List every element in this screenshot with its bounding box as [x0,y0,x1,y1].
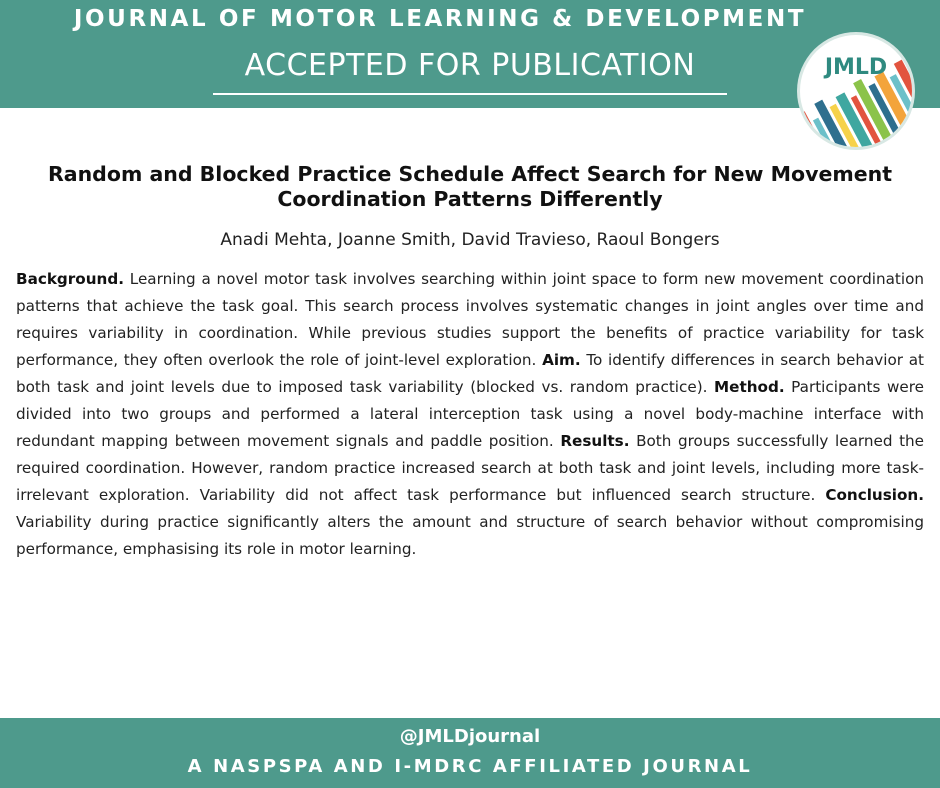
method-text: Participants were divided into two groups and performed a lateral interception task using a novel body-machine interface with redundant mapping between movement signals and paddle position. [16,378,924,450]
method-label: Method. [714,378,785,396]
aim-text: To identify differences in search behavior at both task and joint levels due to imposed task variability (blocked vs. random practice). [16,351,924,396]
article-title: Random and Blocked Practice Schedule Affect Search for New Movement Coordination Patterns Differently [47,162,893,211]
status-underline [213,93,727,95]
social-handle: @JMLDjournal [399,726,541,747]
conclusion-text: Variability during practice significantly alters the amount and structure of search behavior without compromising performance, emphasising its role in motor learning. [16,513,924,558]
article-authors: Anadi Mehta, Joanne Smith, David Travieso, Raoul Bongers [220,230,720,250]
logo-stripes-icon [800,35,912,147]
journal-name: JOURNAL OF MOTOR LEARNING & DEVELOPMENT [73,6,807,32]
footer-banner [0,718,940,788]
header-banner [0,0,940,108]
aim-label: Aim. [542,351,581,369]
results-label: Results. [560,432,630,450]
background-text: Learning a novel motor task involves searching within joint space to form new movement coordination patterns that achieve the task goal. This search process involves systematic changes in joint angles over time and requires variability in coordination. While previous studies support the benefits of practice variability for task performance, they often overlook the role of joint-level exploration. [16,270,924,369]
logo-text: JMLD [824,55,888,80]
conclusion-label: Conclusion. [825,486,924,504]
background-label: Background. [16,270,124,288]
results-text: Both groups successfully learned the required coordination. However, random practice increased search at both task and joint levels, including more task-irrelevant exploration. Variability did not affect task performance but influenced search structure. [16,432,924,504]
publication-status: ACCEPTED FOR PUBLICATION [244,48,696,83]
journal-logo [800,35,912,147]
abstract [16,266,924,563]
affiliation-text: A NASPSPA AND I-MDRC AFFILIATED JOURNAL [187,756,753,777]
